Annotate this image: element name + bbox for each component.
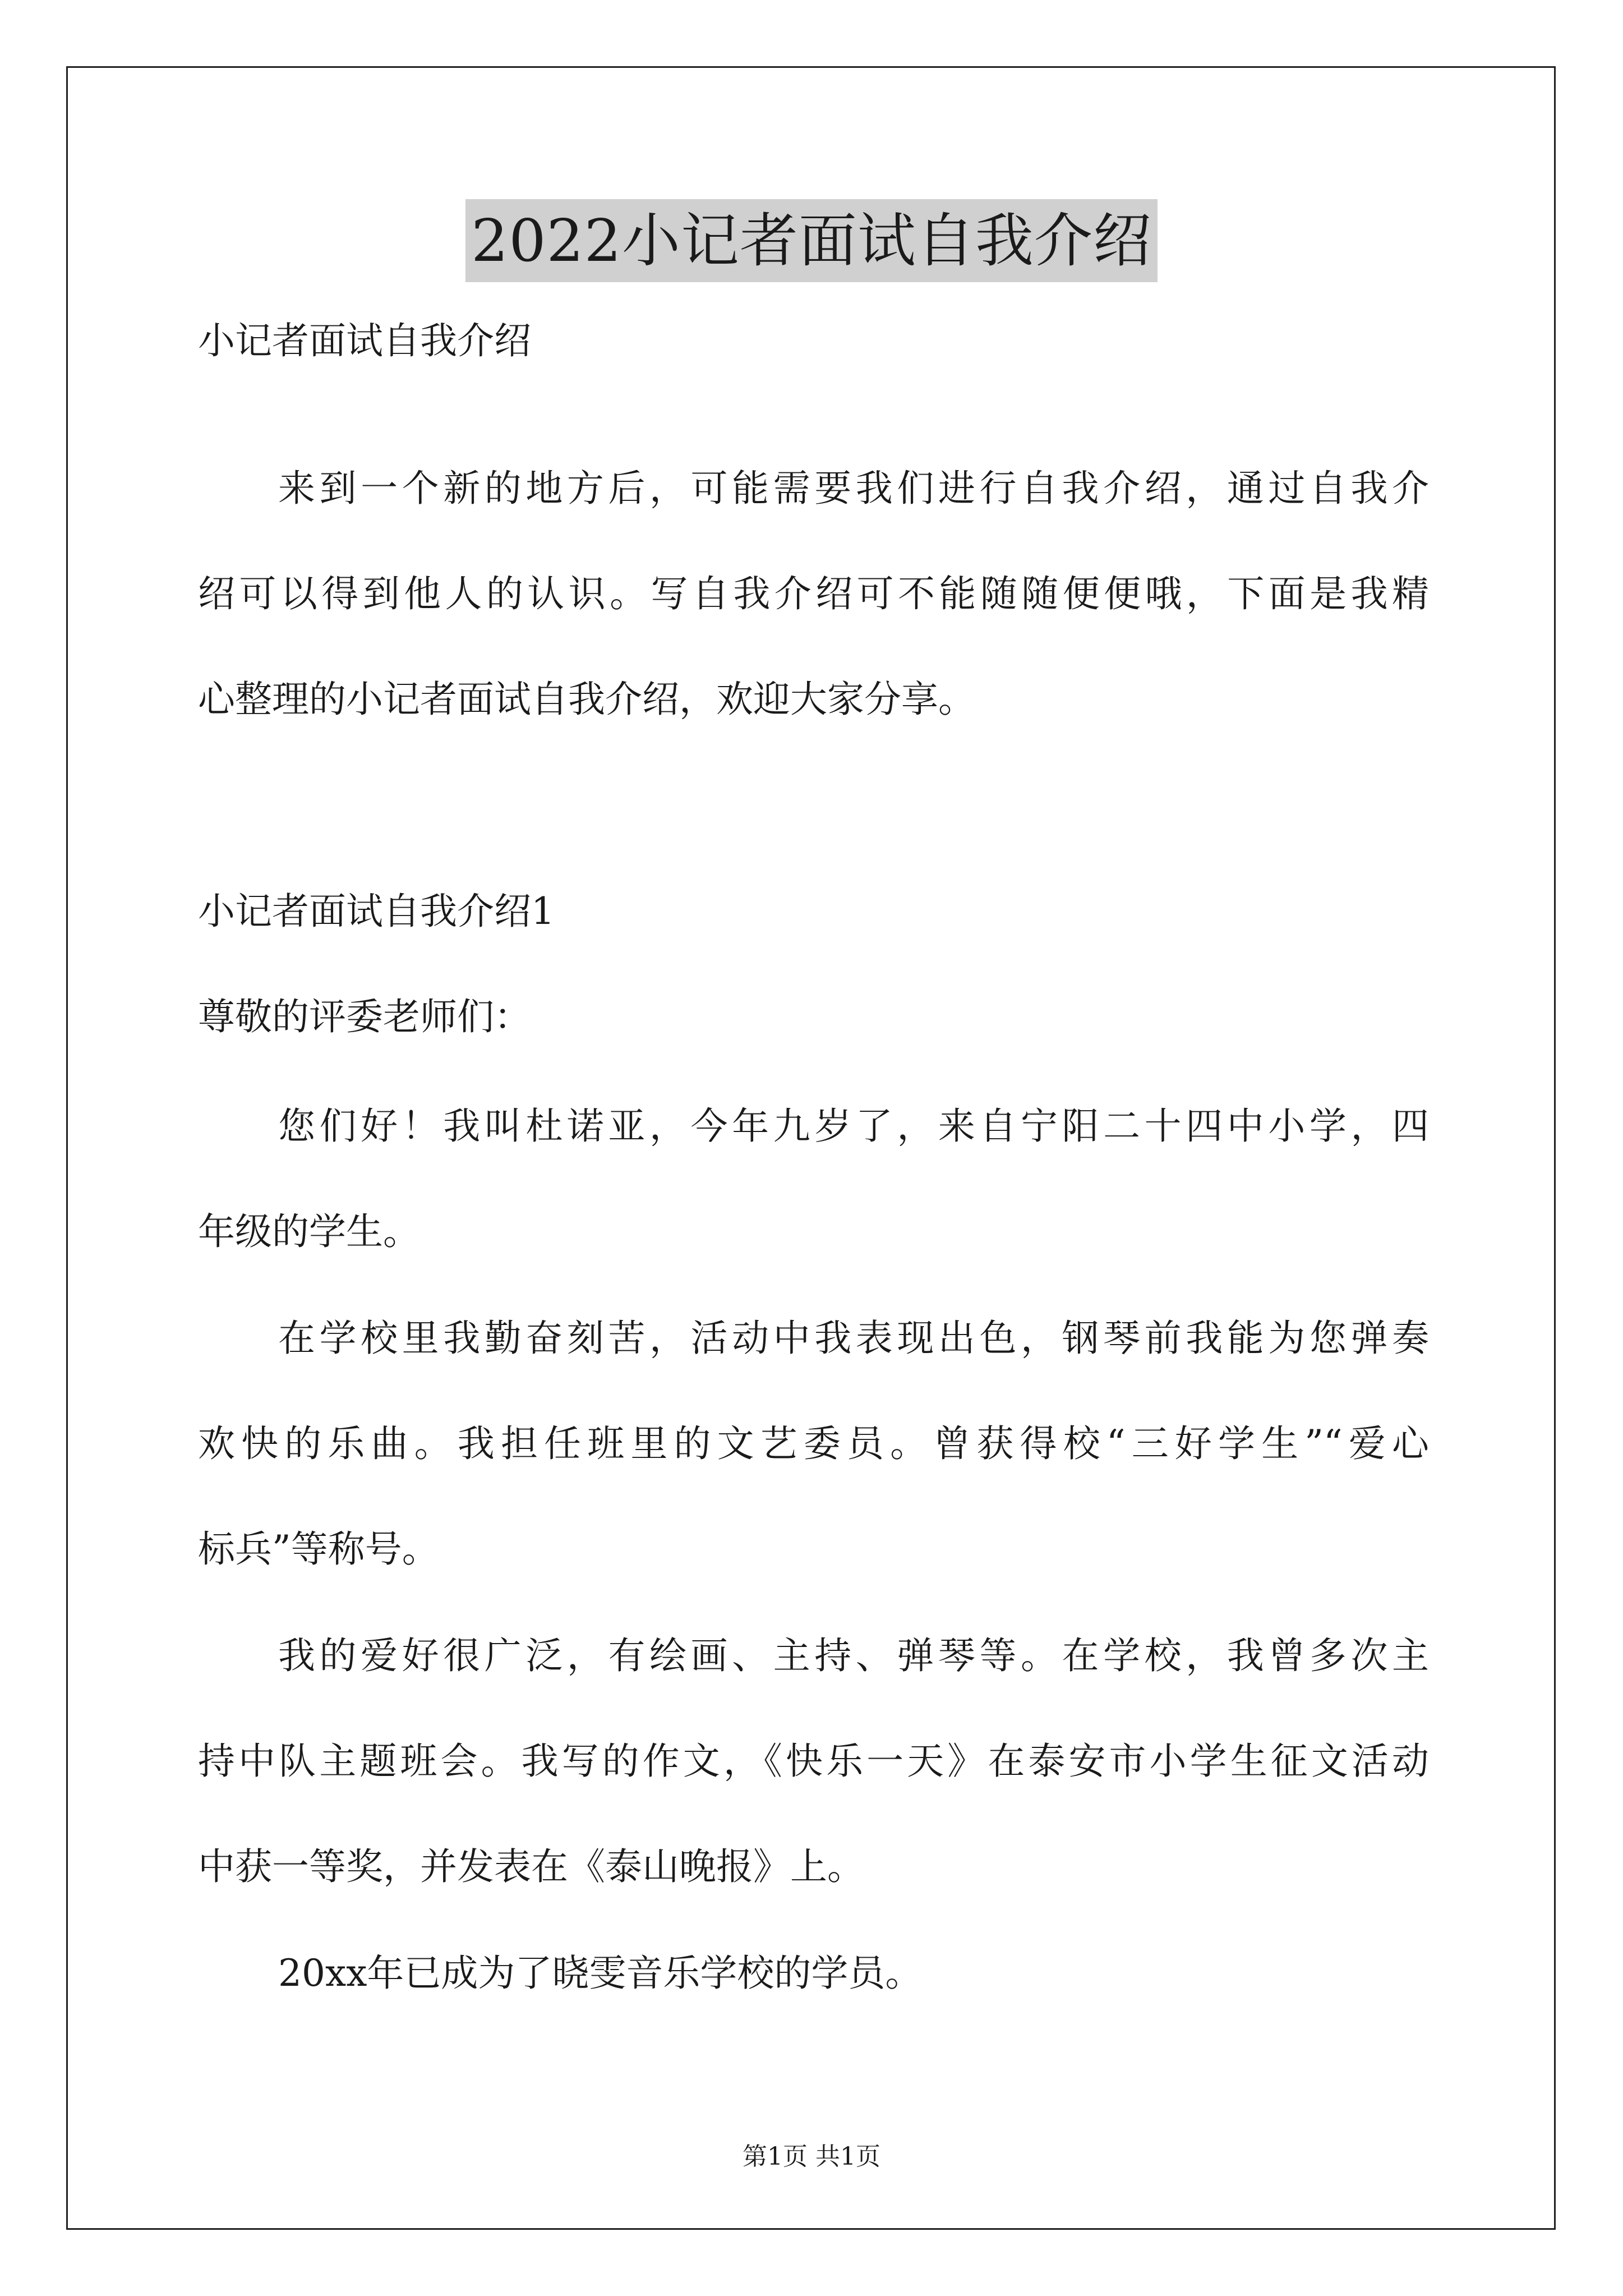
title-container: [0, 199, 1623, 282]
paragraph-line: 标兵”等称号。: [198, 1527, 439, 1571]
page-border: [66, 66, 1556, 2230]
section-heading-intro: 小记者面试自我介绍: [198, 319, 531, 362]
paragraph-line: 我的爱好很广泛，有绘画、主持、弹琴等。在学校，我曾多次主: [278, 1634, 1429, 1677]
salutation: 尊敬的评委老师们：: [198, 995, 531, 1038]
document-title: 2022小记者面试自我介绍: [465, 199, 1158, 282]
paragraph-line: 绍可以得到他人的认识。写自我介绍可不能随随便便哦，下面是我精: [198, 572, 1429, 615]
page-number-footer: 第1页 共1页: [743, 2142, 880, 2171]
paragraph-line: 欢快的乐曲。我担任班里的文艺委员。曾获得校“三好学生”“爱心: [198, 1422, 1429, 1465]
section-heading-1: 小记者面试自我介绍1: [198, 890, 555, 933]
paragraph-line: 来到一个新的地方后，可能需要我们进行自我介绍，通过自我介: [278, 467, 1429, 510]
paragraph-line: 在学校里我勤奋刻苦，活动中我表现出色，钢琴前我能为您弹奏: [278, 1317, 1429, 1360]
paragraph-line: 年级的学生。: [198, 1210, 420, 1253]
paragraph-line: 20xx年已成为了晓雯音乐学校的学员。: [278, 1952, 923, 1995]
paragraph-line: 持中队主题班会。我写的作文，《快乐一天》在泰安市小学生征文活动: [198, 1740, 1429, 1783]
paragraph-line: 您们好！我叫杜诺亚，今年九岁了，来自宁阳二十四中小学，四: [278, 1105, 1429, 1148]
paragraph-line: 中获一等奖，并发表在《泰山晚报》上。: [198, 1845, 864, 1888]
paragraph-line: 心整理的小记者面试自我介绍，欢迎大家分享。: [198, 678, 975, 721]
